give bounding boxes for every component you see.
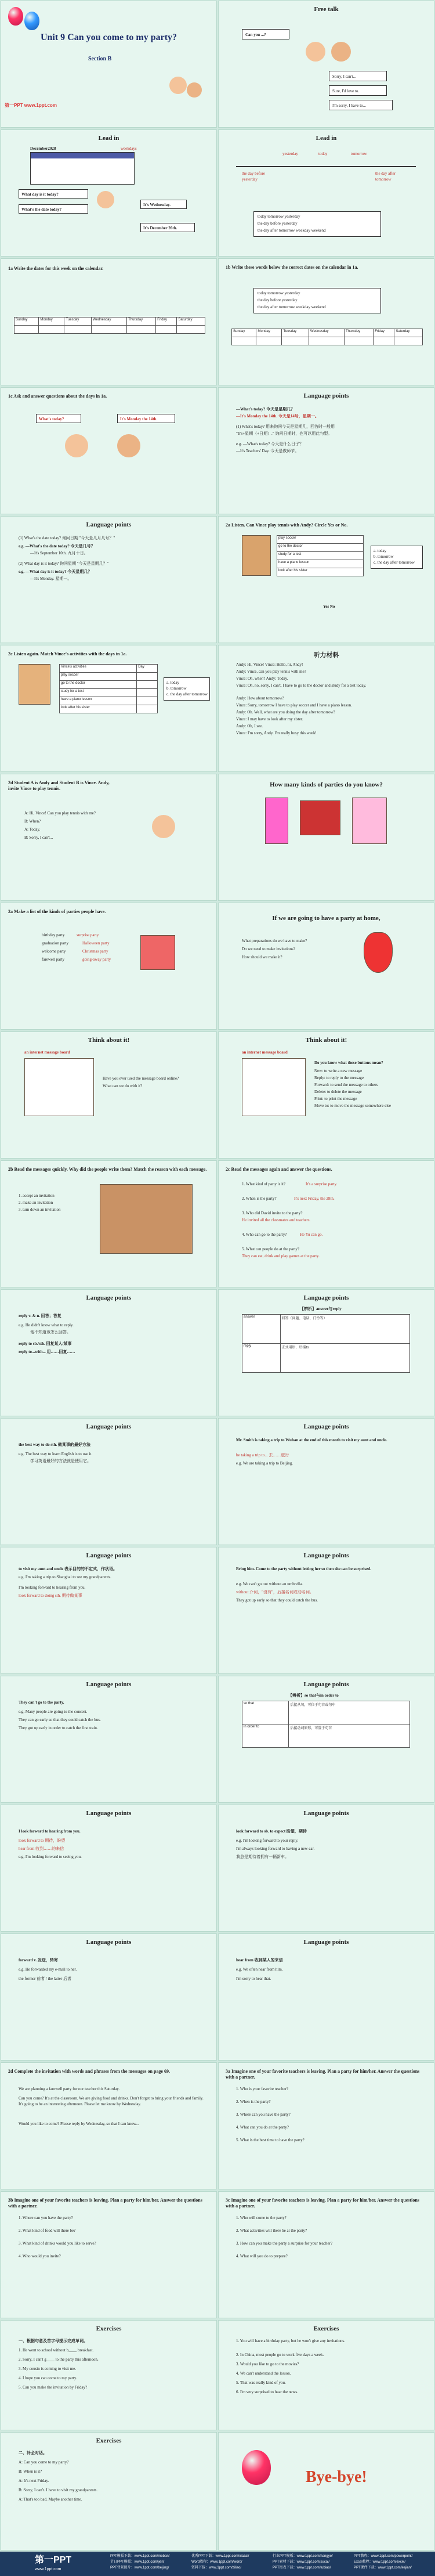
slide-title-text: Language points <box>303 392 349 399</box>
party-picture <box>352 798 387 844</box>
slide-language-points-5[interactable]: Language points the best way to do sth. 做某事的最好方法 e.g. The best way to learn English is to use it. 学习英语最好的方法就是使用它。 <box>1 1418 217 1545</box>
slide-title-text: Language points <box>303 1681 349 1688</box>
balloon-icon <box>8 7 23 26</box>
brand-logo: 第一PPT www.1ppt.com <box>5 103 57 108</box>
comparison-table: so that 后接从句，可位于句首或句中 in order to 后接动词原形，可置于句首 <box>242 1701 410 1748</box>
slide-2d-role-play[interactable]: 2d Student A is Andy and Student B is Vince. Andy, invite Vince to play tennis. A: Hi, Vince! Can you play tennis with me? B: When? A: Today. B: Sorry, I can't... <box>1 774 217 901</box>
slide-2a-list[interactable]: 2a Make a list of the kinds of parties people have. birthday party surprise party graduation party Halloween party welcome party Christmas party farewell party going-away party <box>1 903 217 1030</box>
answer-box: It's Wednesday. <box>140 200 187 209</box>
calendar-header: Friday <box>374 329 394 337</box>
footer-url[interactable]: www.1ppt.com <box>35 2567 61 2571</box>
slide-language-points-14[interactable]: Language points hear from 收到某人的来信 e.g. We often hear from him. I'm sorry to hear that. <box>218 1933 434 2061</box>
slide-title-text: 3b Imagine one of your favorite teachers is leaving. Plan a party for him/her. Answer the questions with a partner. <box>8 2198 202 2209</box>
timeline-label: today <box>318 151 328 156</box>
question-box: What day is it today? <box>19 189 88 199</box>
child-figure-icon <box>65 434 88 457</box>
slide-2c-read[interactable]: 2c Read the messages again and answer the questions. 1. What kind of party is it? It's a surprise party. 2. When is the party? It's next Friday, the 28th. 3. Who did David invite to the party? He invited all the classmates and teachers. 4. Who can go to the party? He Yu can go. 5. What can people do at the party? They can eat, drink and play games at the party. <box>218 1160 434 1287</box>
timeline-label: yesterday <box>242 177 258 182</box>
slide-title[interactable] <box>1 1 217 128</box>
slide-3c[interactable]: 3c Imagine one of your favorite teachers is leaving. Plan a party for him/her. Answer the questions with a partner. 1. Who will come to the party? 2. What activities will there be at the party? 3. How can you make the party a surprise for your teacher? 4. What will you do to prepare? <box>218 2191 434 2318</box>
slide-bye[interactable] <box>218 2432 434 2550</box>
slide-title-text: Think about it! <box>88 1037 130 1044</box>
slide-title-text: 2a Make a list of the kinds of parties people have. <box>8 909 106 914</box>
slide-party-kinds[interactable] <box>218 774 434 901</box>
speech-bubble: It's Monday the 14th. <box>117 414 175 423</box>
speech-bubble: Sure, I'd love to. <box>329 85 387 96</box>
footer-brand[interactable]: 第一PPT <box>35 2555 72 2565</box>
slide-think-about-1[interactable]: Think about it! an internet message board Have you ever used the message board online? What can we do with it? <box>1 1031 217 1159</box>
slide-title-text: 1b Write these words below the correct dates on the calendar in 1a. <box>226 265 358 270</box>
heart-balloon-picture <box>364 932 393 973</box>
child-figure-icon <box>306 42 325 62</box>
slide-1a[interactable] <box>1 258 217 385</box>
activity-table: Vince's activities Day play soccer go to the doctor study for a test have a piano lesson look after his sister <box>59 664 158 713</box>
comparison-table: answer 回答（问题、电话、门铃等） reply 正式用语，后接to <box>242 1314 410 1373</box>
calendar-label: December2028 <box>30 146 56 151</box>
word-box: today tomorrow yesterday the day before yesterday the day after tomorrow weekday weekend <box>253 288 381 313</box>
slide-exercises-1[interactable]: Exercises 一、根据句意及首字母提示完成单词。 1. He went to school without b____ breakfast. 2. Sorry, I can't g____ to the party this afternoon. 3. My cousin is coming to visit me. 4. I hope you can come to my party. 5. Can you make the invitation by Friday? <box>1 2320 217 2430</box>
footer-banner: 第一PPT www.1ppt.com PPT模板下载：www.1ppt.com/moban/ 节日PPT模板：www.1ppt.com/jieri/ PPT背景图片：www.1ppt.com/beijing/ 优秀PPT下载：www.1ppt.com/xiazai/ Word教程：www.1ppt.com/word/ 资料下载：www.1ppt.com/ziliao/ 行业PPT模板：www.1ppt.com/hangye/ PPT素材下载：www.1ppt.com/sucai/ PPT图表下载：www.1ppt.com/tubiao/ PPT教程：www.1ppt.com/powerpoint/ Excel教程：www.1ppt.com/excel/ PPT课件下载：www.1ppt.com/kejian/ <box>0 2552 435 2576</box>
slide-title-text: Language points <box>86 521 132 528</box>
slide-title-text: Language points <box>303 1810 349 1817</box>
slide-title-text: Unit 9 Can you come to my party? <box>40 33 177 42</box>
slide-title-text: Language points <box>86 1810 132 1817</box>
child-figure-icon <box>97 191 114 208</box>
slide-lead-in-calendar[interactable] <box>1 129 217 257</box>
slide-2a-listen[interactable] <box>218 516 434 643</box>
slide-language-points-6[interactable]: Language points Mr. Smith is taking a trip to Wuhan at the end of this month to visit my aunt and uncle. be taking a trip to... 去……旅行 e.g. We are taking a trip to Beijing. <box>218 1418 434 1545</box>
slide-exercises-2[interactable]: Exercises 1. You will have a birthday party, but he won't give any invitations. 2. In China, most people go to work five days a week. 3. Would you like to go to the movies? 4. We can't understand the lesson. 5. That was really kind of you. 6. I'm very surprised to hear the news. <box>218 2320 434 2430</box>
calendar-header: Wednesday <box>309 329 344 337</box>
slide-1c[interactable] <box>1 387 217 514</box>
slide-title-text: 2d Complete the invitation with words and phrases from the messages on page 69. <box>8 2069 170 2074</box>
slide-title-text: Language points <box>303 1294 349 1301</box>
speech-bubble: I'm sorry, I have to... <box>329 100 393 110</box>
slide-title-text: 2c Listen again. Match Vince's activities with the days in 1a. <box>8 651 127 656</box>
timeline-label: tomorrow <box>375 177 392 182</box>
slide-language-points-8[interactable]: Language points Bring him. Come to the party without letting her so then she can be surprised. e.g. We can't go out without an umbrella. without 介词，"没有"，后接名词或动名词。 They got up early so that they could catch the bus. <box>218 1547 434 1674</box>
slide-language-points-2[interactable]: Language points (1) What's the date today? 询问日期 "今天是几月几号？" e.g. —What's the date today? 今天是几号？ —It's September 10th. 九月十日。 (2) What day is it today? 询问星期 "今天是星期几？" e.g. —What day is it today? 今天星期几？ —It's Monday. 星期一。 <box>1 516 217 643</box>
slide-title-text: Lead in <box>98 135 119 142</box>
slide-3a[interactable]: 3a Imagine one of your favorite teachers is leaving. Plan a party for him/her. Answer the questions with a partner. 1. Who is your favorite teacher? 2. When is the party? 3. Where can you have the party? 4. What can you do at the party? 5. What is the best time to have the party? <box>218 2062 434 2189</box>
slide-language-points-3[interactable]: Language points reply v. & n. 回答；答复 e.g. He didn't know what to reply. 他不知道该怎么回答。 reply to sb./sth. 回复某人/某事 reply to...with... 用……回复…… <box>1 1289 217 1416</box>
slide-title-text: Language points <box>86 1423 132 1430</box>
calendar-header: Saturday <box>177 318 205 326</box>
calendar-image <box>30 152 135 185</box>
calendar-table <box>231 329 423 345</box>
slide-title-text: 2d Student A is Andy and Student B is Vince. Andy, invite Vince to play tennis. <box>8 780 110 791</box>
days-box: a. today b. tomorrow c. the day after tomorrow <box>164 677 210 701</box>
slide-title-text: Free talk <box>314 6 339 13</box>
question-box: What's the date today? <box>19 204 88 214</box>
message-board-picture <box>242 1058 306 1116</box>
slide-language-points-9[interactable]: Language points They can't go to the party. e.g. Many people are going to the concert. They can go early so that they could catch the bus. They got up early in order to catch the first train. <box>1 1676 217 1803</box>
slide-party-home[interactable]: If we are going to have a party at home, What preparations do we have to make? Do we need to make invitations? How should we make it? <box>218 903 434 1030</box>
timeline-label: yesterday <box>282 151 298 156</box>
word-box: today tomorrow yesterday the day before yesterday the day after tomorrow weekday weekend <box>253 211 381 237</box>
bye-text: Bye-bye! <box>306 2468 367 2486</box>
timeline-label: the day after <box>375 171 396 176</box>
calendar-header: Thursday <box>345 329 374 337</box>
slide-title-text: 3a Imagine one of your favorite teachers is leaving. Plan a party for him/her. Answer the questions with a partner. <box>226 2069 420 2080</box>
calendar-header: Tuesday <box>282 329 309 337</box>
slide-title-text: 1c Ask and answer questions about the days in 1a. <box>8 394 107 399</box>
slide-title-text: Language points <box>303 1939 349 1946</box>
answer-box: It's December 26th. <box>140 223 195 232</box>
activity-table: play soccer go to the doctor study for a test have a piano lesson look after his sister <box>277 535 364 576</box>
slide-title-text: 3c Imagine one of your favorite teachers is leaving. Plan a party for him/her. Answer the questions with a partner. <box>226 2198 419 2209</box>
slide-title-text: Lead in <box>316 135 337 142</box>
slide-title-text: 听力材料 <box>313 652 339 659</box>
slide-free-talk[interactable] <box>218 1 434 128</box>
slide-lead-in-timeline[interactable] <box>218 129 434 257</box>
child-figure-icon <box>187 82 202 98</box>
slide-subtitle: Section B <box>88 56 112 62</box>
days-box: a. today b. tomorrow c. the day after tomorrow <box>371 546 423 569</box>
slide-language-points-7[interactable]: Language points to visit my aunt and uncle 表示目的的不定式，作状语。 e.g. I'm taking a trip to Shanghai to see my grandparents. I'm looking forward to hearing from you. look forward to doing sth. 期待做某事 <box>1 1547 217 1674</box>
slide-title-text: How many kinds of parties do you know? <box>270 781 383 788</box>
child-figure-icon <box>117 434 140 457</box>
slide-title-text: Exercises <box>96 2325 122 2332</box>
calendar-header: Wednesday <box>91 318 126 326</box>
calendar-header: Sunday <box>232 329 256 337</box>
slide-language-points-1[interactable]: Language points —What's today? 今天是星期几？ —It's Monday the 14th. 今天是14号，星期一。 (1) What's today? 用来询问今天是星期几，回答时一般用 "It's+星期（+日期）." 询问日期时，也可以用此句型。 e.g. —What's today? 今天是什么日子？ —It's Teachers' Day. 今天是教师节。 <box>218 387 434 514</box>
slide-language-points-11[interactable]: Language points I look forward to hearing from you. look forward to 期待，盼望 hear from 收到……的来信 e.g. I'm looking forward to seeing you. <box>1 1805 217 1932</box>
calendar-header: Thursday <box>127 318 156 326</box>
party-picture <box>140 935 175 970</box>
slide-language-points-4[interactable]: Language points 【辨析】answer与reply answer 回答（问题、电话、门铃等） reply 正式用语，后接to <box>218 1289 434 1416</box>
slide-1b[interactable] <box>218 258 434 385</box>
slide-title-text: Language points <box>86 1552 132 1559</box>
calendar-header: Monday <box>256 329 282 337</box>
timeline-label: tomorrow <box>351 151 367 156</box>
slide-title-text: If we are going to have a party at home, <box>272 915 380 922</box>
calendar-table <box>14 317 205 334</box>
calendar-header: Monday <box>39 318 64 326</box>
speech-bubble: Sorry, I can't... <box>329 71 387 81</box>
slide-language-points-13[interactable]: Language points forward v. 发送，转寄 e.g. He forwarded my e-mail to her. the former 前者 / the latter 后者 <box>1 1933 217 2061</box>
slide-title-text: Language points <box>303 1423 349 1430</box>
balloon-icon <box>242 2450 271 2485</box>
slide-title-text: 2c Read the messages again and answer the questions. <box>226 1167 332 1172</box>
slide-title-text: Exercises <box>313 2325 339 2332</box>
slide-2b-read[interactable]: 2b Read the messages quickly. Why did the people write them? Match the reason with each message. 1. accept an invitation 2. make an invitation 3. turn down an invitation <box>1 1160 217 1287</box>
calendar-header: Sunday <box>14 318 39 326</box>
child-figure-icon <box>169 77 187 94</box>
weekdays-label: weekdays <box>121 146 137 151</box>
slide-title-text: Language points <box>303 1552 349 1559</box>
timeline-label: the day before <box>242 171 266 176</box>
message-picture <box>100 1184 193 1254</box>
activity-picture <box>19 664 50 705</box>
balloon-icon <box>24 12 39 30</box>
slide-title-text: Think about it! <box>305 1037 347 1044</box>
calendar-header: Tuesday <box>64 318 91 326</box>
slide-title-text: 1a Write the dates for this week on the calendar. <box>8 266 104 271</box>
slide-title-text: Language points <box>86 1681 132 1688</box>
slide-think-about-2[interactable]: Think about it! an internet message board Do you know what these buttons mean? New: to write a new message Reply: to reply to the message Forward: to send the message to others Delete: to delete the message Print: to print the message Move to: to move the message somewhere else <box>218 1031 434 1159</box>
slide-title-text: 2a Listen. Can Vince play tennis with Andy? Circle Yes or No. <box>226 522 348 528</box>
timeline-line <box>236 166 416 167</box>
party-picture <box>300 800 340 835</box>
activity-picture <box>242 535 271 576</box>
slide-title-text: 2b Read the messages quickly. Why did the people write them? Match the reason with each message. <box>8 1167 207 1172</box>
speech-bubble: What's today? <box>36 414 81 423</box>
slide-3b[interactable]: 3b Imagine one of your favorite teachers is leaving. Plan a party for him/her. Answer the questions with a partner. 1. Where can you have the party? 2. What kind of food will there be? 3. What kind of drinks would you like to serve? 4. Who would you invite? <box>1 2191 217 2318</box>
calendar-header: Saturday <box>394 329 423 337</box>
slide-language-points-12[interactable]: Language points look forward to sb. to expect 盼望，期待 e.g. I'm looking forward to your reply. I'm always looking forward to having a new car. 我总是期待着拥有一辆新车。 <box>218 1805 434 1932</box>
slide-title-text: Exercises <box>96 2437 122 2444</box>
slide-listening-script[interactable]: 听力材料 Andy: Hi, Vince! Vince: Hello, hi, Andy! Andy: Vince, can you play tennis with me? Vince: Oh, when? Andy: Today. Vince: Oh, no, sorry, I can't. I have to go to the doctor and study for a test today. Andy: How about tomorrow? Vince: Sorry, tomorrow I have to play soccer and I have a piano lesson. Andy: Oh. Well, what are you doing the day after tomorrow? Vince: I may have to look after my sister. Andy: Oh, I see. Vince: I'm sorry, Andy. I'm really busy this week! <box>218 645 434 772</box>
slide-2d-complete[interactable]: 2d Complete the invitation with words and phrases from the messages on page 69. We are planning a farewell party for our teacher this Saturday. Can you come? It's at the classroom. We are giving food and drinks. Don't forget to bring your friends and family. It's going to be an interesting afternoon. Please let me know by Wednesday. Would you like to come? Please reply by Wednesday, so that I can know... <box>1 2062 217 2189</box>
child-figure-icon <box>152 815 175 838</box>
slide-2c-match[interactable] <box>1 645 217 772</box>
slide-language-points-10[interactable]: Language points 【辨析】so that与in order to so that 后接从句，可位于句首或句中 in order to 后接动词原形，可置于句首 <box>218 1676 434 1803</box>
party-picture <box>265 798 288 844</box>
child-figure-icon <box>331 42 351 62</box>
yes-no-choice[interactable]: Yes No <box>323 604 335 609</box>
calendar-header: Friday <box>156 318 177 326</box>
slide-exercises-3[interactable]: Exercises 二、补全对话。 A: Can you come to my party? B: When is it? A: It's next Friday. B: Sorry, I can't. I have to visit my grandparents. A: That's too bad. Maybe another time. <box>1 2432 217 2550</box>
speech-bubble: Can you ...? <box>242 29 289 39</box>
message-board-picture <box>24 1058 94 1116</box>
slide-title-text: Language points <box>86 1294 132 1301</box>
slide-title-text: Language points <box>86 1939 132 1946</box>
